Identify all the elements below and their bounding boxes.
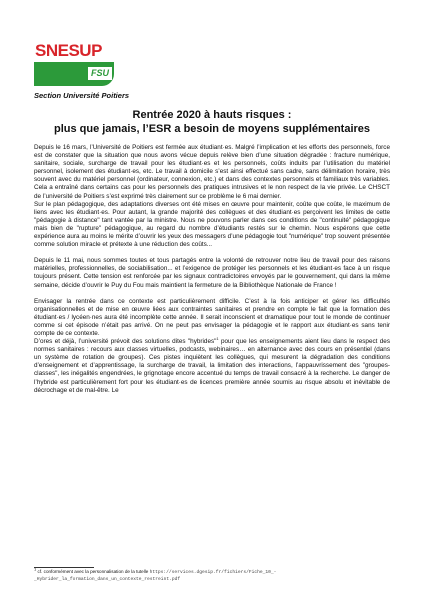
document-body — [34, 144, 390, 395]
document-title — [34, 108, 390, 136]
paragraph-2: Sur le plan pédagogique, des adaptations diverses ont été mises en œuvre pour maintenir, coûte que coûte, le maximum de liens avec les étudiant·es. Pour autant, la grande majorité des collègues et des étudiant·es perçoivent les limites de cette "pédagogie à distance" tant vantée par la ministre. Nous ne pouvons parler dans ces conditions de "continuité" pédagogique mais bien de "rupture" pédagogique, au regard du nombre d’étudiants restés sur le chemin. Nous espérons que cette expérience aura au moins le mérite d’ouvrir les yeux des messagers d’une pédagogie tout "numérique" trop souvent présentée comme solution miracle et prétexte à une réduction des coûts... — [34, 200, 390, 249]
footnote-divider — [34, 567, 94, 568]
logo-fsu-badge: FSU — [88, 67, 112, 80]
footnote-mark: 1 — [34, 566, 37, 572]
footnote — [34, 566, 390, 583]
paragraph-3: Depuis le 11 mai, nous sommes toutes et tous partagés entre la volonté de retrouver notre lieu de travail pour des raisons matérielles, professionnelles, de sociabilisation... et l’exigence de protéger les personnels et les étudiant·es face à un risque toujours présent. Cette tension est renforcée par les signaux contradictoires envoyés par le gouvernement, qui dans la même semaine, décide d’ouvrir le Puy du Fou mais maintient la fermeture de la Bibliothèque Nationale de France ! — [34, 257, 390, 289]
footnote-reference: 1 — [216, 335, 219, 341]
paragraph-1: Depuis le 16 mars, l’Université de Poitiers est fermée aux étudiant·es. Malgré l’implication et les efforts des personnels, force est de constater que la situation que nous avons vécue depuis relève bien d’une situation dégradée : fracture numérique, sanitaire, sociale, surcharge de travail pour les étudiant·es et les personnels, coûts induits par l’utilisation du matériel personnel, isolement des étudiant·es, etc. Le travail à domicile s’est ainsi effectué sans cadre, sans délimitation horaire, très souvent avec du matériel personnel (ordinateur, connexion, etc.) et dans des contextes personnels et familiaux très variables. Cela a entraîné dans certains cas pour les personnels des pratiques intrusives et le non respect de la vie privée. Le CHSCT de l’université de Poitiers s’est exprimé très clairement sur ce problème le 6 mai dernier. — [34, 144, 390, 200]
paragraph-5 — [34, 335, 390, 395]
footnote-link[interactable]: https://services.dgesip.fr/fichiers/Fiche_10_-_Hybrider_la_formation_dans_un_contexte_restreint.pdf — [34, 570, 277, 582]
snesup-fsu-logo — [34, 40, 114, 86]
footnote-text: cf. conformément avec la personnalisation de la tutelle — [37, 569, 150, 574]
paragraph-5-rest: pour que les enseignements aient lieu dans le respect des normes sanitaires : recours aux classes virtuelles, podcasts, webinaires… en alternance avec des cours en présentiel (dans un système de rotation de groupes). Ces pistes inquiètent les collègues, qui mesurent la dégradation des conditions d’enseignement et d’apprentissage, la surcharge de travail, la limitation des interactions, l’appauvrissement des "groupes-classes", les inégalités engendrées, le grignotage encore accentué du temps de travail consacré à la recherche. Le danger de l’hybride est particulièrement fort pour les étudiant·es de licences première année soumis au risque absolu et inévitable de décrochage et de mal-être. Le — [34, 338, 390, 394]
title-line-2: plus que jamais, l’ESR a besoin de moyens supplémentaires — [53, 123, 371, 135]
section-label: Section Université Poitiers — [34, 91, 130, 100]
title-line-1: Rentrée 2020 à hauts risques : — [132, 109, 292, 121]
paragraph-4: Envisager la rentrée dans ce contexte est particulièrement difficile. C’est à la fois anticiper et gérer les difficultés organisationnelles et de mise en œuvre liées aux contraintes sanitaires et prendre en compte le fait que la formation des étudiant·es / lycéen·nes aura été incomplète cette année. Il serait inconscient et dramatique pour tout le monde de continuer comme si cet épisode n’était pas arrivé. On ne peut pas envisager la pédagogie et le rapport aux étudiant·es sans tenir compte de ce contexte. — [34, 297, 390, 337]
paragraph-5-start: D’ores et déjà, l’université prévoit des solutions dites "hybrides" — [34, 338, 217, 346]
logo-wordmark: SNESUP — [35, 41, 102, 60]
